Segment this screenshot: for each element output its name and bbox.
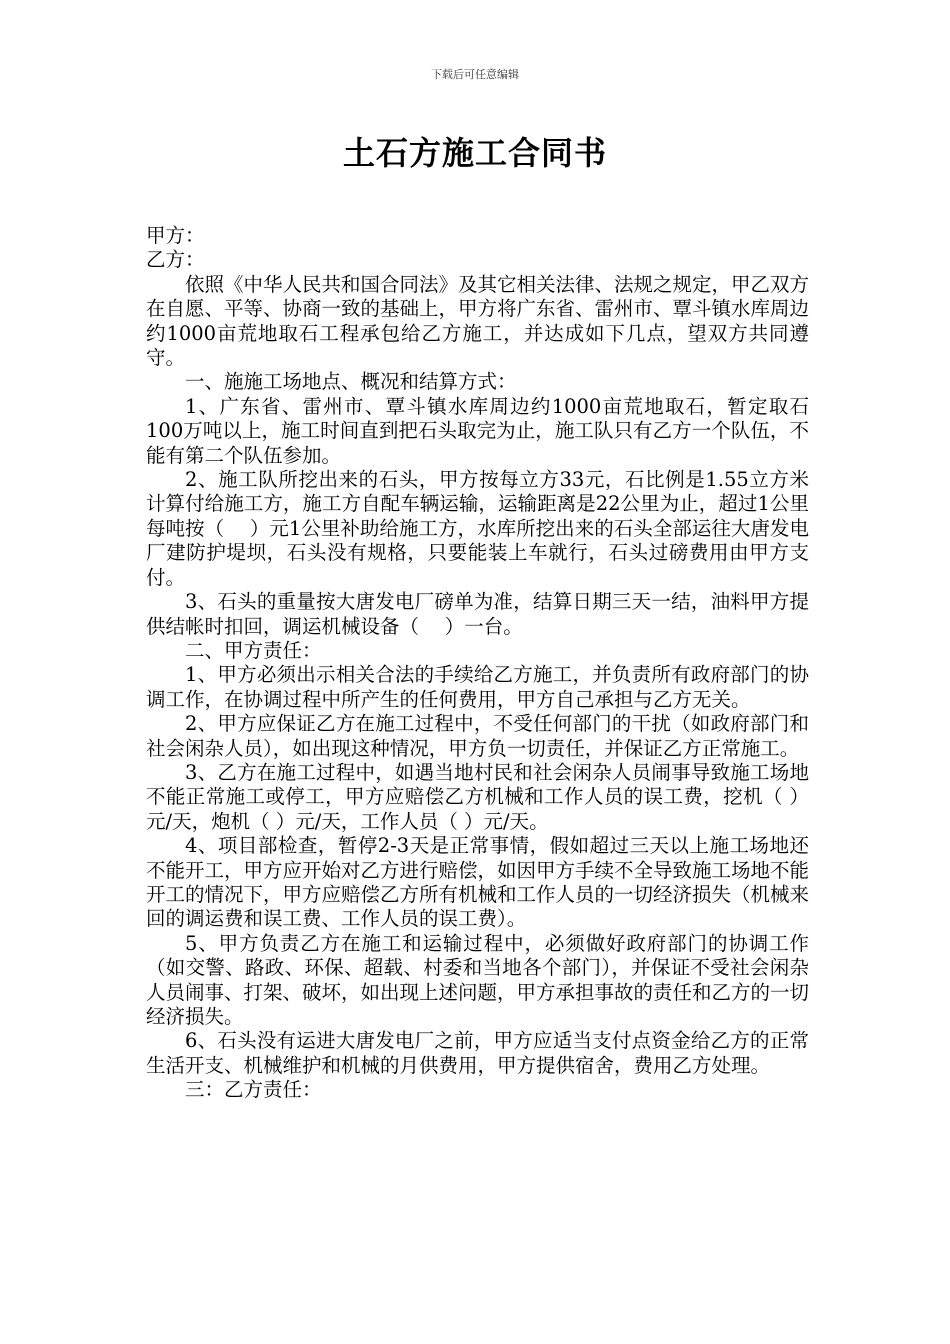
clause-2-2: 2、甲方应保证乙方在施工过程中，不受任何部门的干扰（如政府部门和社会闲杂人员），如出现这种情况，甲方负一切责任，并保证乙方正常施工。	[146, 712, 809, 760]
clause-2-6: 6、石头没有运进大唐发电厂之前，甲方应适当支付点资金给乙方的正常生活开支、机械维护和机械的月供费用，甲方提供宿舍，费用乙方处理。	[146, 1029, 809, 1077]
paragraph-intro: 依照《中华人民共和国合同法》及其它相关法律、法规之规定，甲乙双方在自愿、平等、协商一致的基础上，甲方将广东省、雷州市、覃斗镇水库周边约1000亩荒地取石工程承包给乙方施工，并达成如下几点，望双方共同遵守。	[146, 272, 810, 370]
section-heading-2: 二、甲方责任：	[185, 638, 322, 662]
party-a-line: 甲方：	[146, 224, 205, 247]
section-heading-3: 三：乙方责任：	[185, 1078, 322, 1102]
clause-2-3: 3、乙方在施工过程中，如遇当地村民和社会闲杂人员闹事导致施工场地不能正常施工或停工，甲方应赔偿乙方机械和工作人员的误工费，挖机（ ）元/天，炮机（ ）元/天，工作人员（ ）元/天。	[146, 760, 809, 833]
document-title: 土石方施工合同书	[342, 134, 607, 172]
clause-1-2: 2、施工队所挖出来的石头，甲方按每立方33元，石比例是1.55立方米计算付给施工方，施工方自配车辆运输，运输距离是22公里为止，超过1公里每吨按（ ）元1公里补助给施工方，水库所挖出来的石头全部运往大唐发电厂建防护堤坝，石头没有规格，只要能装上车就行，石头过磅费用由甲方支付。	[146, 468, 809, 589]
section-heading-1: 一、施施工场地点、概况和结算方式：	[185, 370, 517, 394]
clause-1-1: 1、广东省、雷州市、覃斗镇水库周边约1000亩荒地取石，暂定取石100万吨以上，施工时间直到把石头取完为止，施工队只有乙方一个队伍，不能有第二个队伍参加。	[146, 394, 809, 467]
clause-2-1: 1、甲方必须出示相关合法的手续给乙方施工，并负责所有政府部门的协调工作，在协调过程中所产生的任何费用，甲方自己承担与乙方无关。	[146, 663, 809, 711]
page-header: 下载后可任意编辑	[431, 68, 519, 81]
document-body	[146, 224, 809, 1103]
party-b-line: 乙方：	[146, 248, 205, 272]
clause-1-3: 3、石头的重量按大唐发电厂磅单为准，结算日期三天一结，油料甲方提供结帐时扣回，调运机械设备（ ）一台。	[146, 590, 809, 638]
clause-2-4: 4、项目部检查，暂停2-3天是正常事情，假如超过三天以上施工场地还不能开工，甲方应开始对乙方进行赔偿，如因甲方手续不全导致施工场地不能开工的情况下，甲方应赔偿乙方所有机械和工作人员的一切经济损失（机械来回的调运费和误工费、工作人员的误工费）。	[146, 834, 810, 931]
clause-2-5: 5、甲方负责乙方在施工和运输过程中，必须做好政府部门的协调工作（如交警、路政、环保、超载、村委和当地各个部门），并保证不受社会闲杂人员闹事、打架、破坏，如出现上述问题，甲方承担事故的责任和乙方的一切经济损失。	[146, 931, 810, 1028]
